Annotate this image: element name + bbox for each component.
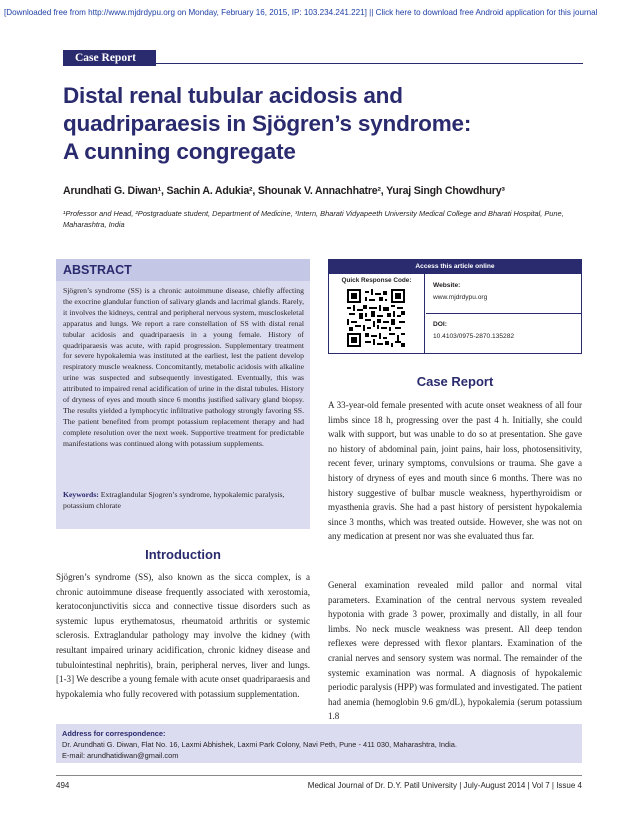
website-link[interactable]: www.mjdrdypu.org [433, 294, 488, 301]
correspondence-address: Dr. Arundhati G. Diwan, Flat No. 16, Laxmi Abhishek, Laxmi Park Colony, Navi Peth, Pune - 411 030, Maharashtra, India. [62, 740, 457, 749]
qr-cell [329, 274, 425, 354]
abstract-text: Sjögren’s syndrome (SS) is a chronic autoimmune disease, chiefly affecting the exocrine glandular function of salivary glands and lacrimal glands. Rarely, it involves the kidneys, central and peripheral nervous system, muscloskeletal apparatus and lungs. We report a rare constellation of SS with distal renal tubular acidosis and quadriparaesis in a young female. History of quadriparaesis was acute, with rapid progression. Supplementary treatment for severe hypokalemia was instituted at the earliest, lest the patient develop respiratory muscle weakness. Concomitantly, metabolic acidosis with alkaline urine was suspected and subsequently investigated. Eventually, this was attributed to impaired renal acidification of urine in the distal tubules. History of dryness of eyes and mouth since 6 months justified salivary gland biopsy. The results yielded a lymphocytic infiltrative pathology strongly favoring SS. The patient benefited from prompt potassium replacement therapy and had complete resolution over the next week. Supportive treatment for predictable manifestations was continued along with potassium supplements. [63, 286, 304, 448]
correspondence-box [56, 724, 582, 763]
abstract-box [56, 259, 310, 529]
affiliations: ¹Professor and Head, ²Postgraduate student, Department of Medicine, ³Intern, Bharati Vidyapeeth University Medical College and Bharati Hospital, Pune, Maharashtra, India [63, 209, 564, 229]
introduction-heading: Introduction [145, 547, 221, 562]
page-number: 494 [56, 781, 70, 790]
section-tag-label: Case Report [63, 50, 156, 66]
correspondence-email[interactable]: E-mail: arundhatidiwan@gmail.com [62, 751, 179, 760]
website-cell [426, 274, 582, 314]
qr-code-icon[interactable] [347, 289, 405, 347]
keywords-text: Extraglandular Sjogren’s syndrome, hypokalemic paralysis, potassium chlorate [63, 490, 285, 510]
abstract-header [56, 259, 310, 281]
doi-label: DOI: [433, 321, 447, 328]
article-title [63, 82, 563, 166]
abstract-heading: ABSTRACT [63, 263, 132, 277]
doi-cell [426, 315, 582, 354]
case-report-heading: Case Report [416, 374, 494, 389]
keywords [63, 490, 304, 512]
access-heading: Access this article online [329, 260, 581, 274]
correspondence-label: Address for correspondence: [62, 729, 166, 738]
keywords-label: Keywords: [63, 490, 99, 499]
introduction-text: Sjögren’s syndrome (SS), also known as the sicca complex, is a chronic autoimmune disease frequently associated with xerostomia, keratoconjunctivitis sicca and connective tissue disorders such as systemic lupus erythematosus, rheumatoid arthritis or systemic sclerosis. Extraglandular pathology may involve the kidney (with resultant impaired urinary acidification, chronic kidney disease and tubulointestinal nephritis), brain, peripheral nerves, liver and lungs.[1-3] We describe a young female with acute onset quadriparaesis and hypokalemia who fully recovered with potassium supplementation. [56, 572, 310, 699]
footer-divider [56, 775, 582, 776]
case-report-para-2: General examination revealed mild pallor and normal vital parameters. Examination of the central nervous system revealed hypotonia with grade 3 power, proximally and distally, in all four limbs. No neck muscle weakness was present. All deep tendon reflexes were depressed with flexor plantars. Examination of the cranial nerves and sensory system was normal. The remainder of the systemic examination was normal. A diagnosis of hypokalemic periodic paralysis (HPP) was formulated and investigated. The patient had anemia (hemoglobin 9.6 gm/dL), hypokalemia (serum potassium 1.8 [328, 580, 582, 722]
author-list: Arundhati G. Diwan¹, Sachin A. Adukia², Shounak V. Annachhatre², Yuraj Singh Chowdhury³ [63, 185, 505, 197]
access-online-box [328, 259, 582, 354]
download-banner[interactable]: [Downloaded free from http://www.mjdrdypu.org on Monday, February 16, 2015, IP: 103.234.241.221] || Click here to download free Android application for this journal [4, 8, 598, 17]
journal-footer: Medical Journal of Dr. D.Y. Patil University | July-August 2014 | Vol 7 | Issue 4 [307, 781, 582, 790]
case-report-para-1: A 33-year-old female presented with acute onset weakness of all four limbs since 18 h, progressing over the past 4 h. Initially, she could walk with support, but was unable to do so at presentation. She gave no history of abdominal pain, joint pains, hair loss, photosensitivity, recent fever, urinary symptoms, convulsions or trauma. She gave a history of dryness of eyes and mouth since 6 months. There was no history suggestive of bulbar muscle weakness, hyperthyroidism or myasthenia gravis. She had a past history of persistent hypokalemia since 3 months, which was treated outside. However, she was not on any medication at present nor was she evaluated thus far. [328, 400, 582, 542]
title-line: A cunning congregate [63, 139, 296, 164]
title-line: Distal renal tubular acidosis and [63, 83, 403, 108]
qr-label: Quick Response Code: [341, 277, 412, 284]
website-label: Website: [433, 282, 461, 289]
section-tag [63, 48, 583, 64]
title-line: quadriparaesis in Sjögren’s syndrome: [63, 111, 472, 136]
doi-link[interactable]: 10.4103/0975-2870.135282 [433, 333, 515, 340]
